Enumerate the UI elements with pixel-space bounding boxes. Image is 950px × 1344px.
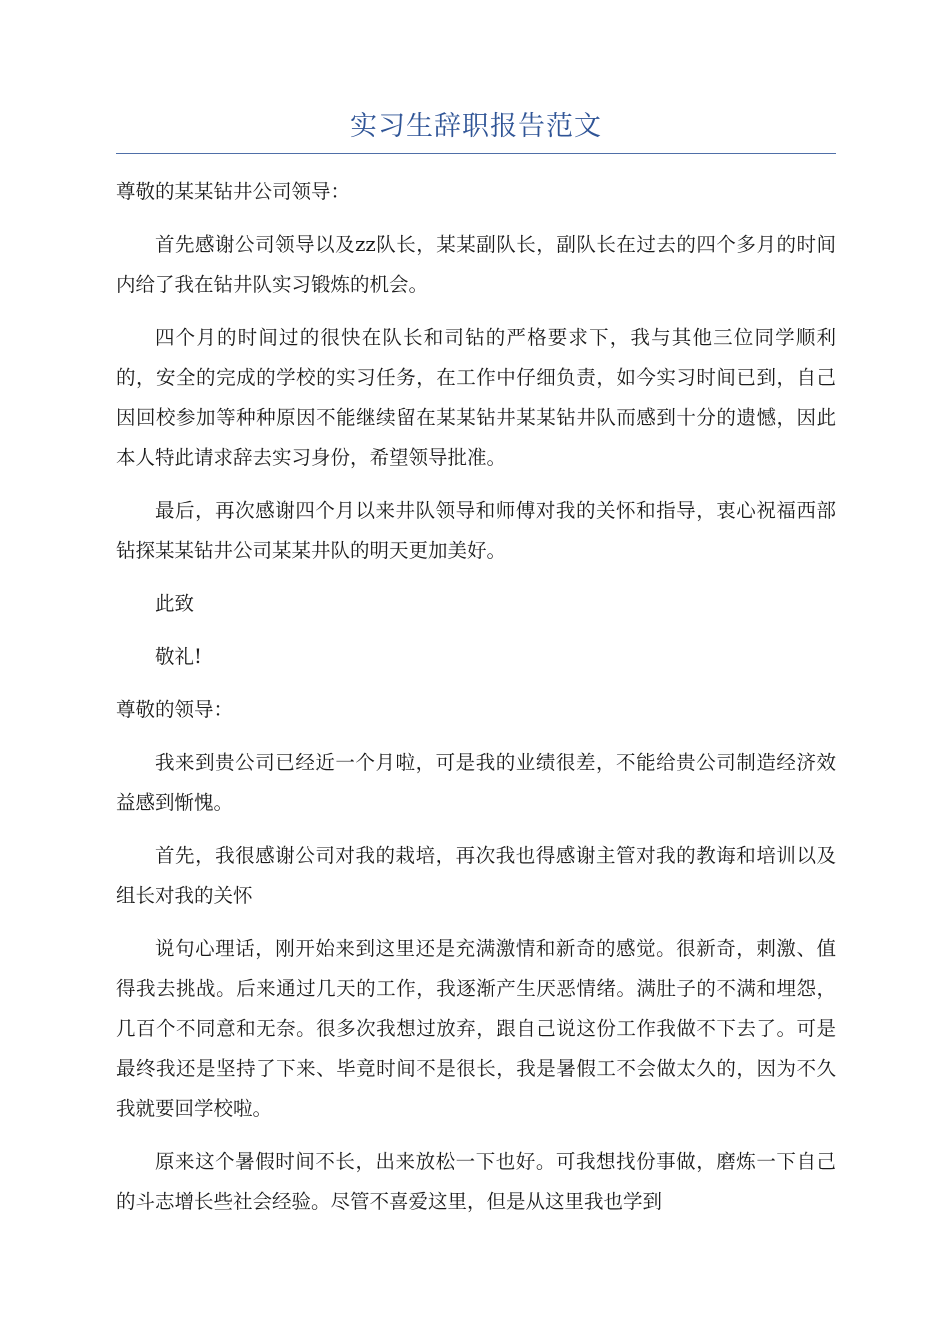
document-title: 实习生辞职报告范文 [116, 108, 836, 154]
salutation: 尊敬的某某钻井公司领导： [116, 180, 351, 203]
paragraph: 四个月的时间过的很快在队长和司钻的严格要求下，我与其他三位同学顺利的，安全的完成的学校的实习任务，在工作中仔细负责，如今实习时间已到，自己因回校参加等种种原因不能继续留在某某钻井某某钻井队而感到十分的遗憾，因此本人特此请求辞去实习身份，希望领导批准。 [116, 326, 836, 469]
salutation: 尊敬的领导： [116, 698, 234, 721]
paragraph: 首先感谢公司领导以及zz队长，某某副队长，副队长在过去的四个多月的时间内给了我在钻井队实习锻炼的机会。 [116, 233, 836, 296]
paragraph: 我来到贵公司已经近一个月啦，可是我的业绩很差，不能给贵公司制造经济效益感到惭愧。 [116, 751, 836, 814]
document-page [116, 108, 836, 1235]
closing-line: 敬礼! [155, 645, 202, 668]
document-body [116, 172, 836, 1222]
paragraph: 原来这个暑假时间不长，出来放松一下也好。可我想找份事做，磨炼一下自己的斗志增长些社会经验。尽管不喜爱这里，但是从这里我也学到 [116, 1150, 836, 1213]
paragraph: 首先，我很感谢公司对我的栽培，再次我也得感谢主管对我的教诲和培训以及组长对我的关怀 [116, 844, 836, 907]
paragraph: 说句心理话，刚开始来到这里还是充满激情和新奇的感觉。很新奇，刺激、值得我去挑战。后来通过几天的工作，我逐渐产生厌恶情绪。满肚子的不满和埋怨，几百个不同意和无奈。很多次我想过放弃，跟自己说这份工作我做不下去了。可是最终我还是坚持了下来、毕竟时间不是很长，我是暑假工不会做太久的，因为不久我就要回学校啦。 [116, 937, 836, 1120]
closing-line: 此致 [155, 592, 195, 615]
paragraph: 最后，再次感谢四个月以来井队领导和师傅对我的关怀和指导，衷心祝福西部钻探某某钻井公司某某井队的明天更加美好。 [116, 499, 836, 562]
